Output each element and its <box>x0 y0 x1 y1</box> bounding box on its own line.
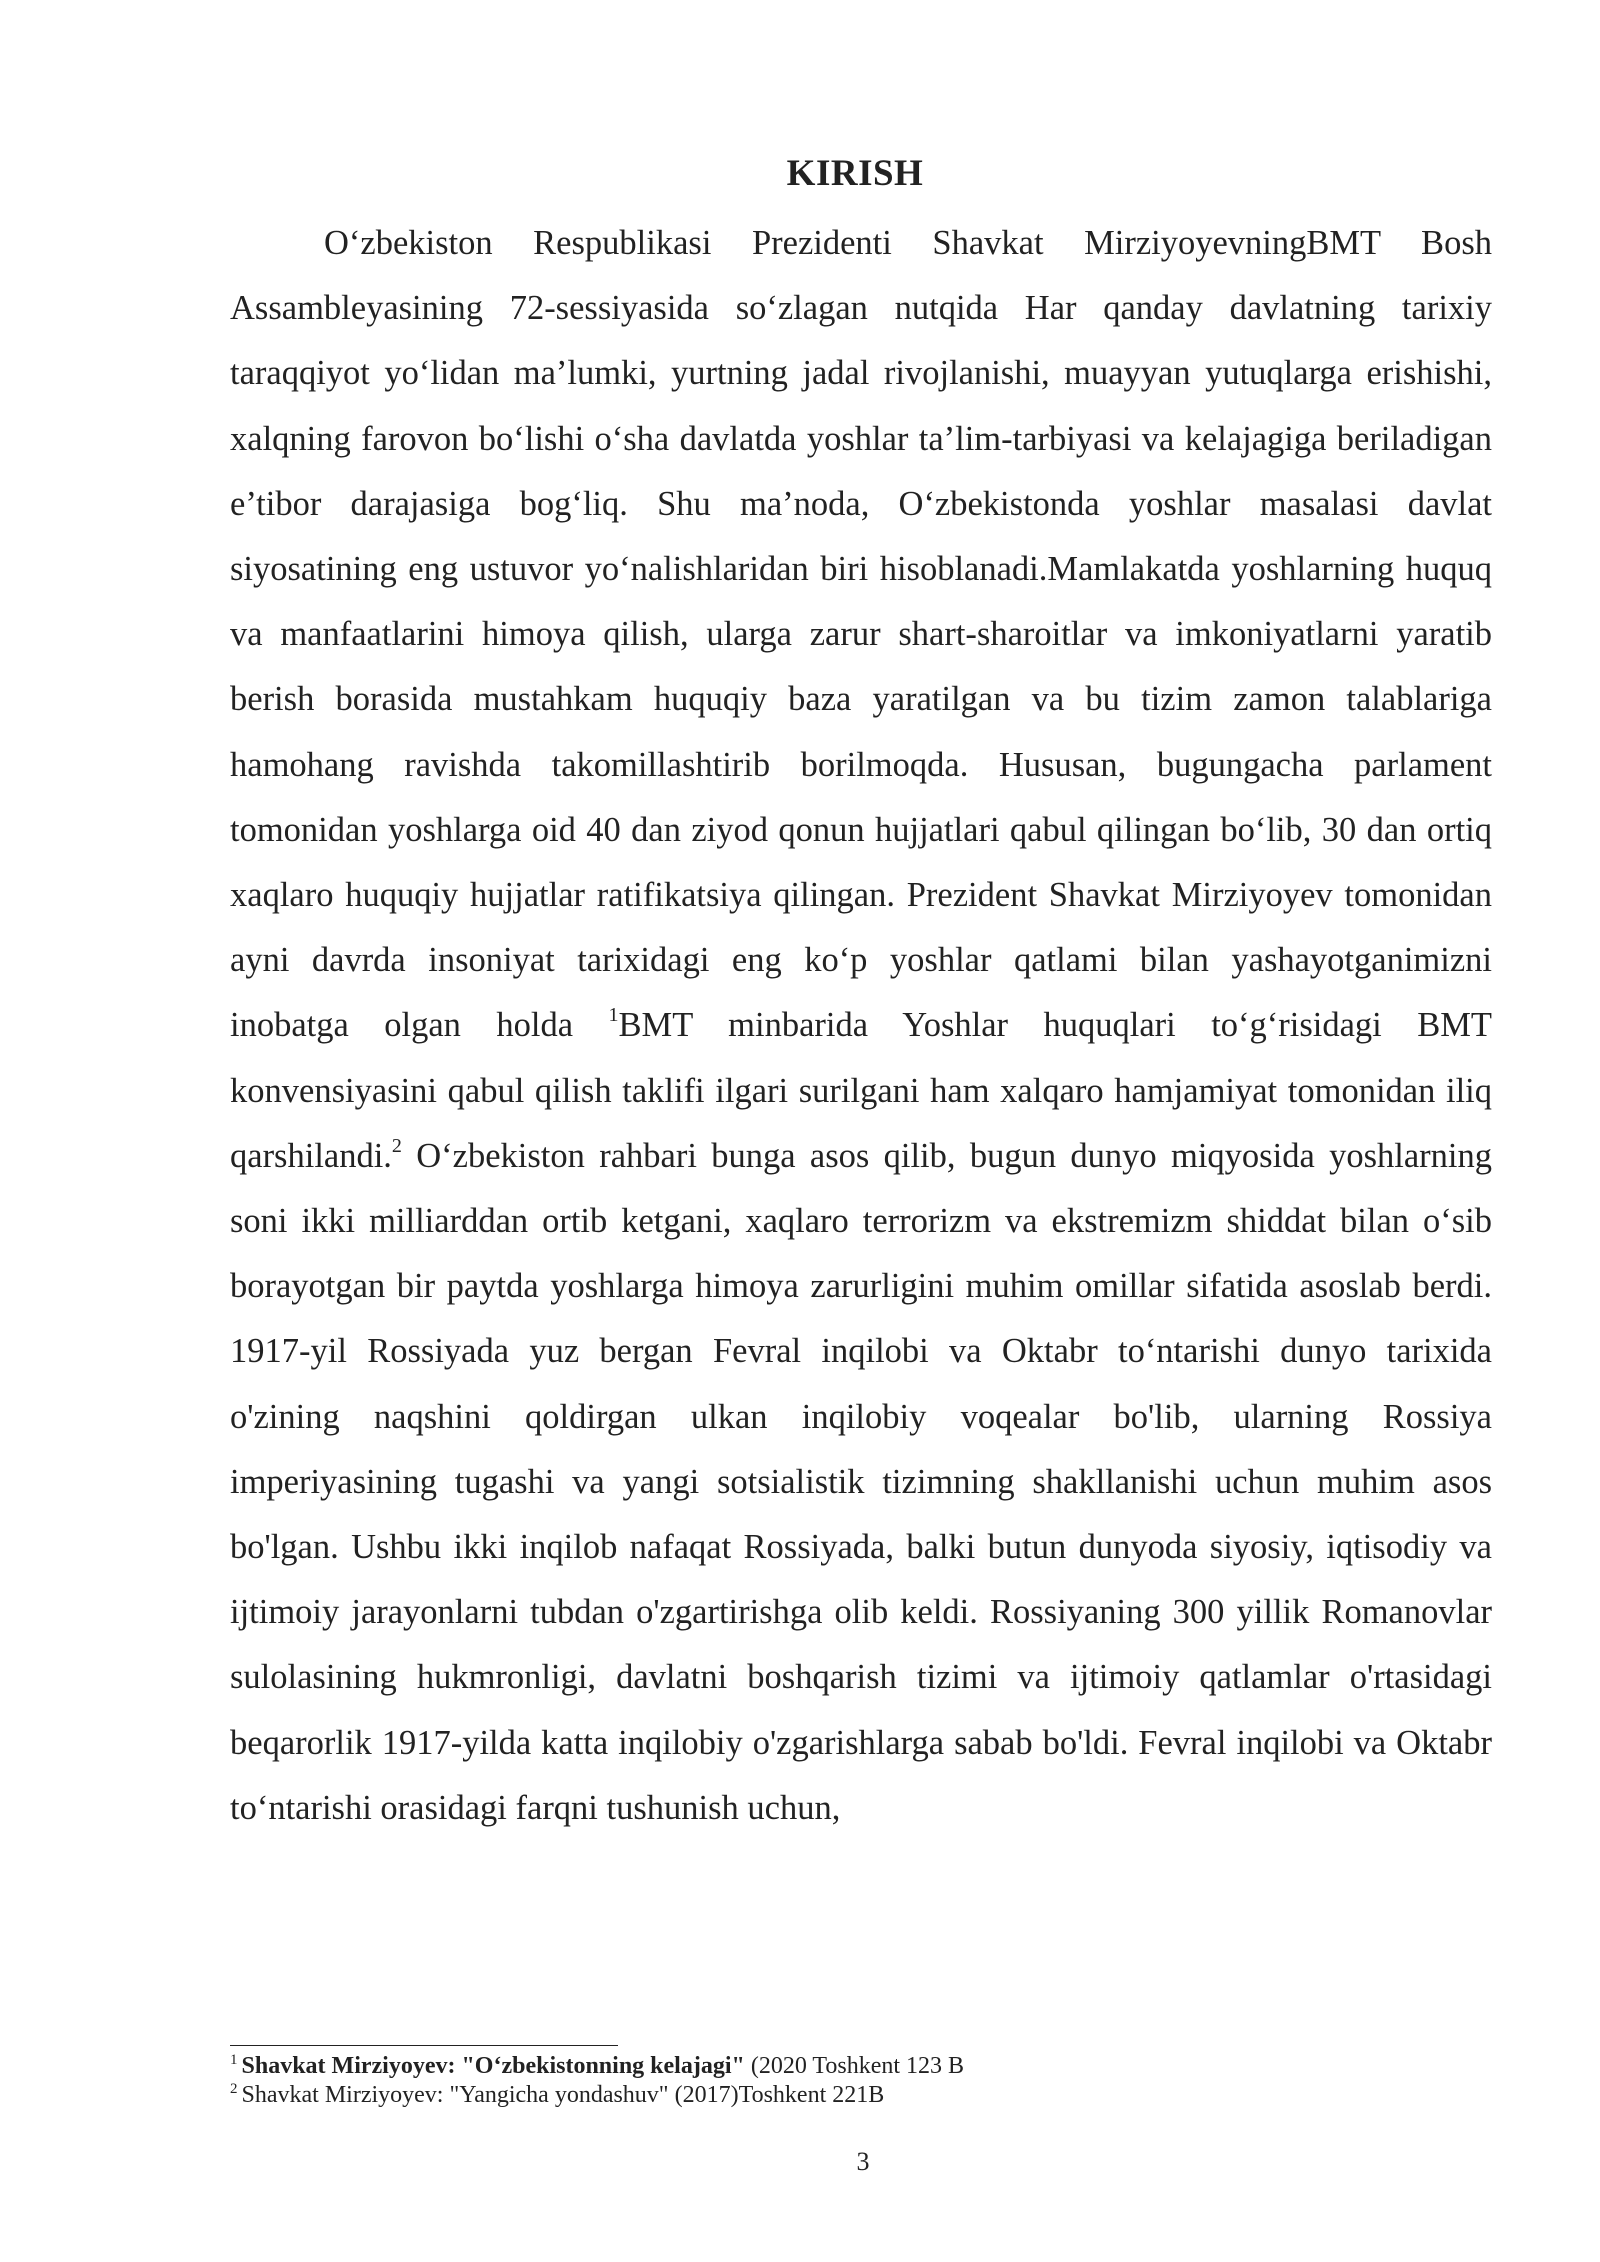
body-paragraph <box>230 211 1492 1841</box>
footnote-text: (2020 Toshkent 123 B <box>744 2053 965 2079</box>
footnote-ref[interactable]: 2 <box>391 1134 402 1157</box>
footnote-ref[interactable]: 1 <box>608 1004 619 1027</box>
footnote-item <box>230 2081 1492 2110</box>
body-text-segment: O‘zbekiston rahbari bunga asos qilib, bugun dunyo miqyosida yoshlarning soni ikki milliarddan ortib ketgani, xaqlaro terrorizm va ekstremizm shiddat bilan o‘sib borayotgan bir paytda yoshlarga himoya zarurligini muhim omillar sifatida asoslab berdi. 1917-yil Rossiyada yuz bergan Fevral inqilobi va Oktabr to‘ntarishi dunyo tarixida o'zining naqshini qoldirgan ulkan inqilobiy voqealar bo'lib, ularning Rossiya imperiyasining tugashi va yangi sotsialistik tizimning shakllanishi uchun muhim asos bo'lgan. Ushbu ikki inqilob nafaqat Rossiyada, balki butun dunyoda siyosiy, iqtisodiy va ijtimoiy jarayonlarni tubdan o'zgartirishga olib keldi. Rossiyaning 300 yillik Romanovlar sulolasining hukmronligi, davlatni boshqarish tizimi va ijtimoiy qatlamlar o'rtasidagi beqarorlik 1917-yilda katta inqilobiy o'zgarishlarga sabab bo'ldi. Fevral inqilobi va Oktabr to‘ntarishi orasidagi farqni tushunish uchun, <box>230 1136 1492 1827</box>
body-text-segment: BMT minbarida Yoshlar huquqlari to‘g‘risidagi BMT konvensiyasini qabul qilish taklifi ilgari surilgani ham xalqaro hamjamiyat tomonidan iliq qarshilandi. <box>230 1006 1492 1175</box>
footnotes <box>230 2052 1492 2110</box>
page-title: KIRISH <box>786 153 924 194</box>
page-number: 3 <box>856 2147 870 2176</box>
footnote-number: 2 <box>230 2081 238 2097</box>
footnote-item <box>230 2052 1492 2081</box>
body-text-segment: O‘zbekiston Respublikasi Prezidenti Shavkat MirziyoyevningBMT Bosh Assambleyasining 72-sessiyasida so‘zlagan nutqida Har qanday davlatning tarixiy taraqqiyot yo‘lidan ma’lumki, yurtning jadal rivojlanishi, muayyan yutuqlarga erishishi, xalqning farovon bo‘lishi o‘sha davlatda yoshlar ta’lim-tarbiyasi va kelajagiga beriladigan e’tibor darajasiga bog‘liq. Shu ma’noda, O‘zbekistonda yoshlar masalasi davlat siyosatining eng ustuvor yo‘nalishlaridan biri hisoblanadi.Mamlakatda yoshlarning huquq va manfaatlarini himoya qilish, ularga zarur shart-sharoitlar va imkoniyatlarni yaratib berish borasida mustahkam huquqiy baza yaratilgan va bu tizim zamon talablariga hamohang ravishda takomillashtirib borilmoqda. Hususan, bugungacha parlament tomonidan yoshlarga oid 40 dan ziyod qonun hujjatlari qabul qilingan bo‘lib, 30 dan ortiq xaqlaro huquqiy hujjatlar ratifikatsiya qilingan. Prezident Shavkat Mirziyoyev tomonidan ayni davrda insoniyat tarixidagi eng ko‘p yoshlar qatlami bilan yashayotganimizni inobatga olgan holda <box>230 224 1492 1045</box>
footnote-separator <box>230 2045 618 2046</box>
footnote-number: 1 <box>230 2052 238 2068</box>
footnote-bold-text: Shavkat Mirziyoyev: "O‘zbekistonning kelajagi" <box>241 2053 745 2079</box>
footnote-text: Shavkat Mirziyoyev: "Yangicha yondashuv" (2017)Toshkent 221B <box>241 2082 885 2108</box>
